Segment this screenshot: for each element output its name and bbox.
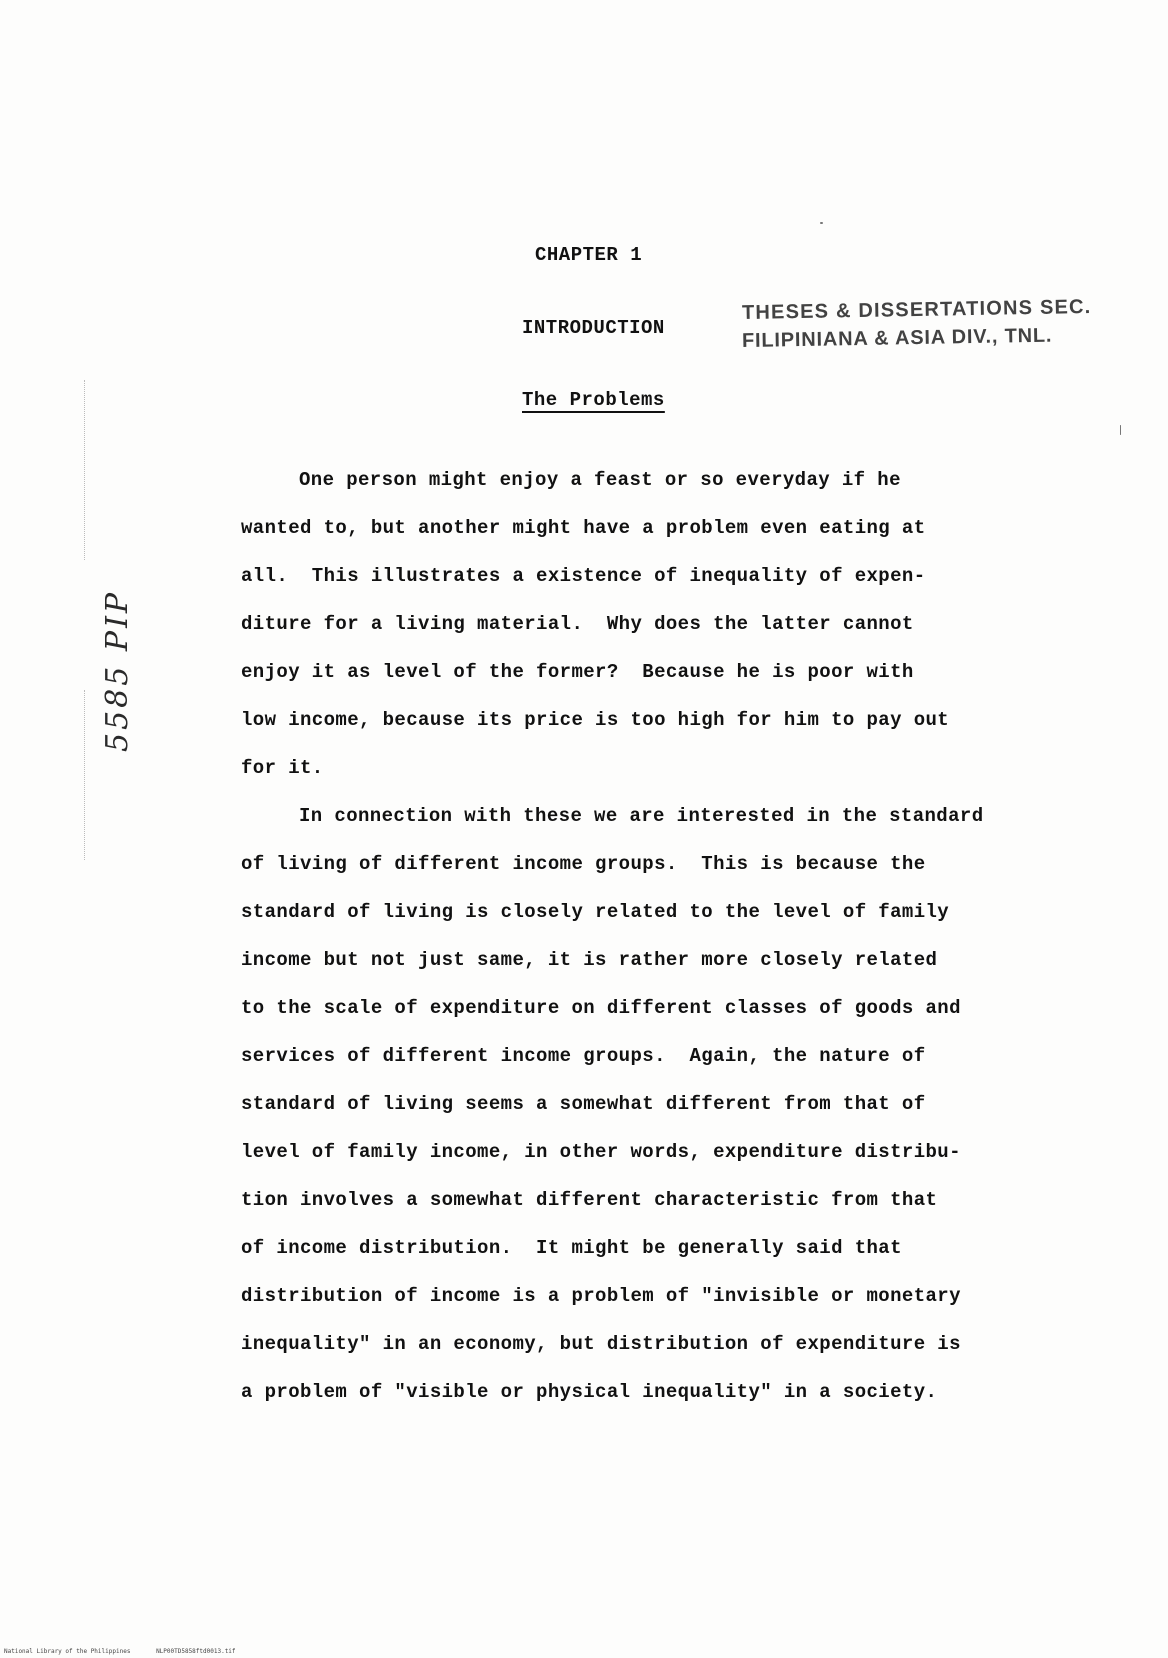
section-heading: INTRODUCTION — [522, 317, 665, 339]
body-text — [241, 456, 991, 1416]
paragraph-1-line: for it. — [241, 757, 324, 779]
paragraph-1-line: One person might enjoy a feast or so everyday if he — [299, 469, 901, 491]
scan-speck — [820, 222, 823, 224]
scan-footer — [4, 1648, 258, 1655]
margin-scan-artifact — [84, 380, 86, 560]
paragraph-2-line: of income distribution. It might be generally said that — [241, 1237, 902, 1259]
paragraph-1-line: all. This illustrates a existence of inequality of expen- — [241, 565, 926, 587]
paragraph-2-line: standard of living seems a somewhat different from that of — [241, 1093, 926, 1115]
scan-speck — [1120, 425, 1121, 435]
stamp-line-1: THESES & DISSERTATIONS SEC. — [741, 295, 1092, 325]
paragraph-1-line: enjoy it as level of the former? Because he is poor with — [241, 661, 914, 683]
paragraph-2-line: of living of different income groups. This is because the — [241, 853, 926, 875]
paragraph-1-line: low income, because its price is too high for him to pay out — [241, 709, 950, 731]
paragraph-2-line: a problem of "visible or physical inequality" in a society. — [241, 1381, 938, 1403]
paragraph-2-line: standard of living is closely related to the level of family — [241, 901, 950, 923]
paragraph-2-line: services of different income groups. Again, the nature of — [241, 1045, 926, 1067]
paragraph-2-line: In connection with these we are interested in the standard — [299, 805, 984, 827]
paragraph-2-line: tion involves a somewhat different characteristic from that — [241, 1189, 938, 1211]
stamp-line-2: FILIPINIANA & ASIA DIV., TNL. — [741, 324, 1053, 353]
paragraph-2-line: level of family income, in other words, expenditure distribu- — [241, 1141, 961, 1163]
handwritten-call-number: 5585 PIP — [100, 589, 135, 752]
chapter-heading: CHAPTER 1 — [535, 244, 643, 266]
footer-filename: NLP00TD5858ftd0013.tif — [156, 1648, 236, 1655]
subsection-heading: The Problems — [522, 389, 665, 411]
paragraph-1-line: wanted to, but another might have a problem even eating at — [241, 517, 926, 539]
paragraph-1-line: diture for a living material. Why does the latter cannot — [241, 613, 914, 635]
paragraph-2-line: distribution of income is a problem of "invisible or monetary — [241, 1285, 961, 1307]
paragraph-2-line: to the scale of expenditure on different classes of goods and — [241, 997, 961, 1019]
paragraph-2-line: income but not just same, it is rather more closely related — [241, 949, 938, 971]
footer-library-name: National Library of the Philippines — [4, 1648, 131, 1655]
paragraph-2-line: inequality" in an economy, but distribution of expenditure is — [241, 1333, 961, 1355]
margin-scan-artifact — [84, 690, 86, 860]
library-stamp — [742, 296, 1091, 352]
